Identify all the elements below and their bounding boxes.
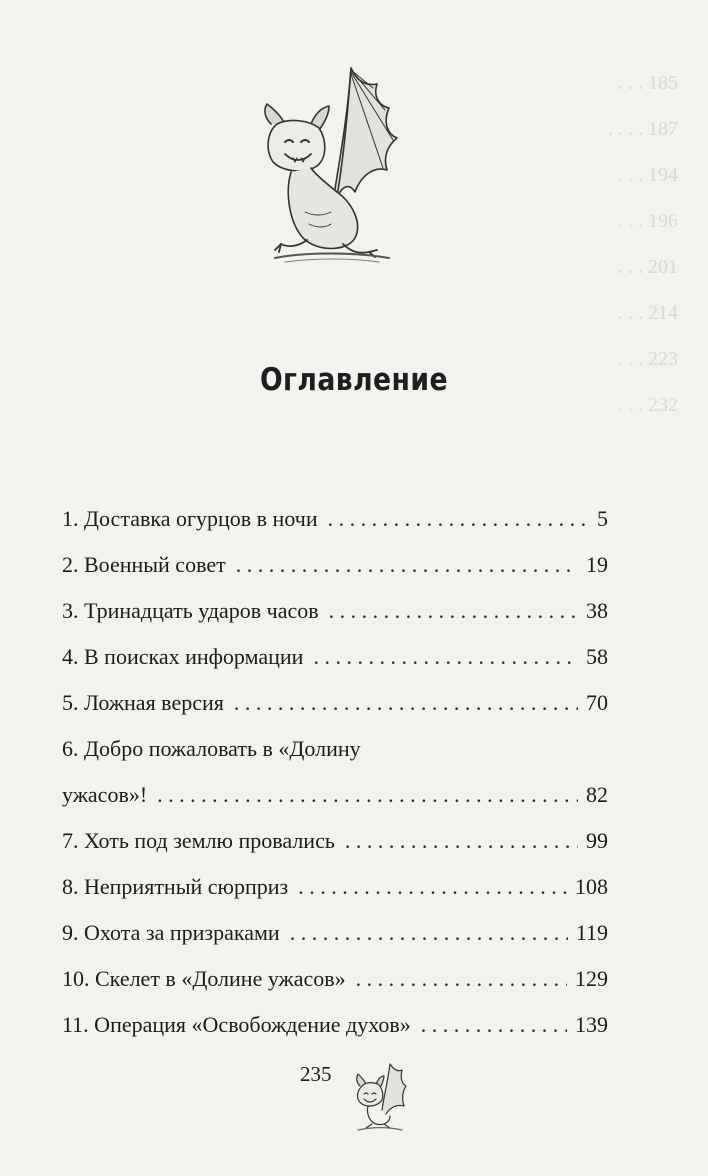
bat-illustration-icon (255, 62, 405, 277)
toc-entry-page: 119 (575, 920, 608, 945)
toc-entry-11 (62, 1002, 608, 1048)
toc-entry-5 (62, 680, 608, 726)
toc-entry-text: 3. Тринадцать ударов часов (62, 598, 319, 623)
leader-dots (236, 542, 578, 588)
toc-entry-text: 10. Скелет в «Долине ужасов» (62, 966, 346, 991)
toc-entry-page: 38 (586, 598, 608, 623)
leader-dots (290, 910, 568, 956)
toc-entry-page: 19 (586, 552, 608, 577)
toc-entry-4 (62, 634, 608, 680)
toc-entry-page: 5 (597, 506, 608, 531)
toc-entry-text: 5. Ложная версия (62, 690, 224, 715)
toc-entry-text-continued: ужасов»! (62, 782, 148, 807)
toc-entry-page: 70 (586, 690, 608, 715)
toc-entry-text: 2. Военный совет (62, 552, 226, 577)
leader-dots (234, 680, 578, 726)
toc-entry-text: 6. Добро пожаловать в «Долину (62, 736, 361, 761)
toc-entry-1 (62, 496, 608, 542)
toc-entry-text: 11. Операция «Освобождение духов» (62, 1012, 411, 1037)
toc-entry-text: 8. Неприятный сюрприз (62, 874, 289, 899)
table-of-contents (62, 496, 608, 1048)
toc-entry-2 (62, 542, 608, 588)
leader-dots (329, 588, 578, 634)
toc-entry-text: 9. Охота за призраками (62, 920, 280, 945)
leader-dots (345, 818, 578, 864)
toc-entry-6 (62, 726, 608, 818)
toc-entry-page: 139 (575, 1012, 608, 1037)
toc-entry-page: 58 (586, 644, 608, 669)
small-bat-icon (352, 1060, 407, 1135)
leader-dots (421, 1002, 567, 1048)
toc-entry-7 (62, 818, 608, 864)
leader-dots (157, 772, 578, 818)
toc-entry-9 (62, 910, 608, 956)
toc-entry-text: 4. В поисках информации (62, 644, 304, 669)
toc-entry-8 (62, 864, 608, 910)
toc-entry-page: 129 (575, 966, 608, 991)
page-title: Оглавление (259, 362, 449, 398)
toc-entry-page: 82 (586, 782, 608, 807)
toc-entry-text: 7. Хоть под землю провались (62, 828, 335, 853)
leader-dots (313, 634, 578, 680)
toc-entry-page: 108 (575, 874, 608, 899)
show-through-decoration: . . . 185 . . . . 187 . . . 194 . . . 196 . . . 201 . . . 214 . . . 223 . . . 232 (608, 72, 678, 416)
toc-entry-text: 1. Доставка огурцов в ночи (62, 506, 318, 531)
toc-entry-3 (62, 588, 608, 634)
page-number: 235 (300, 1062, 332, 1086)
leader-dots (298, 864, 567, 910)
toc-entry-10 (62, 956, 608, 1002)
leader-dots (356, 956, 567, 1002)
toc-entry-page: 99 (586, 828, 608, 853)
leader-dots (328, 496, 589, 542)
